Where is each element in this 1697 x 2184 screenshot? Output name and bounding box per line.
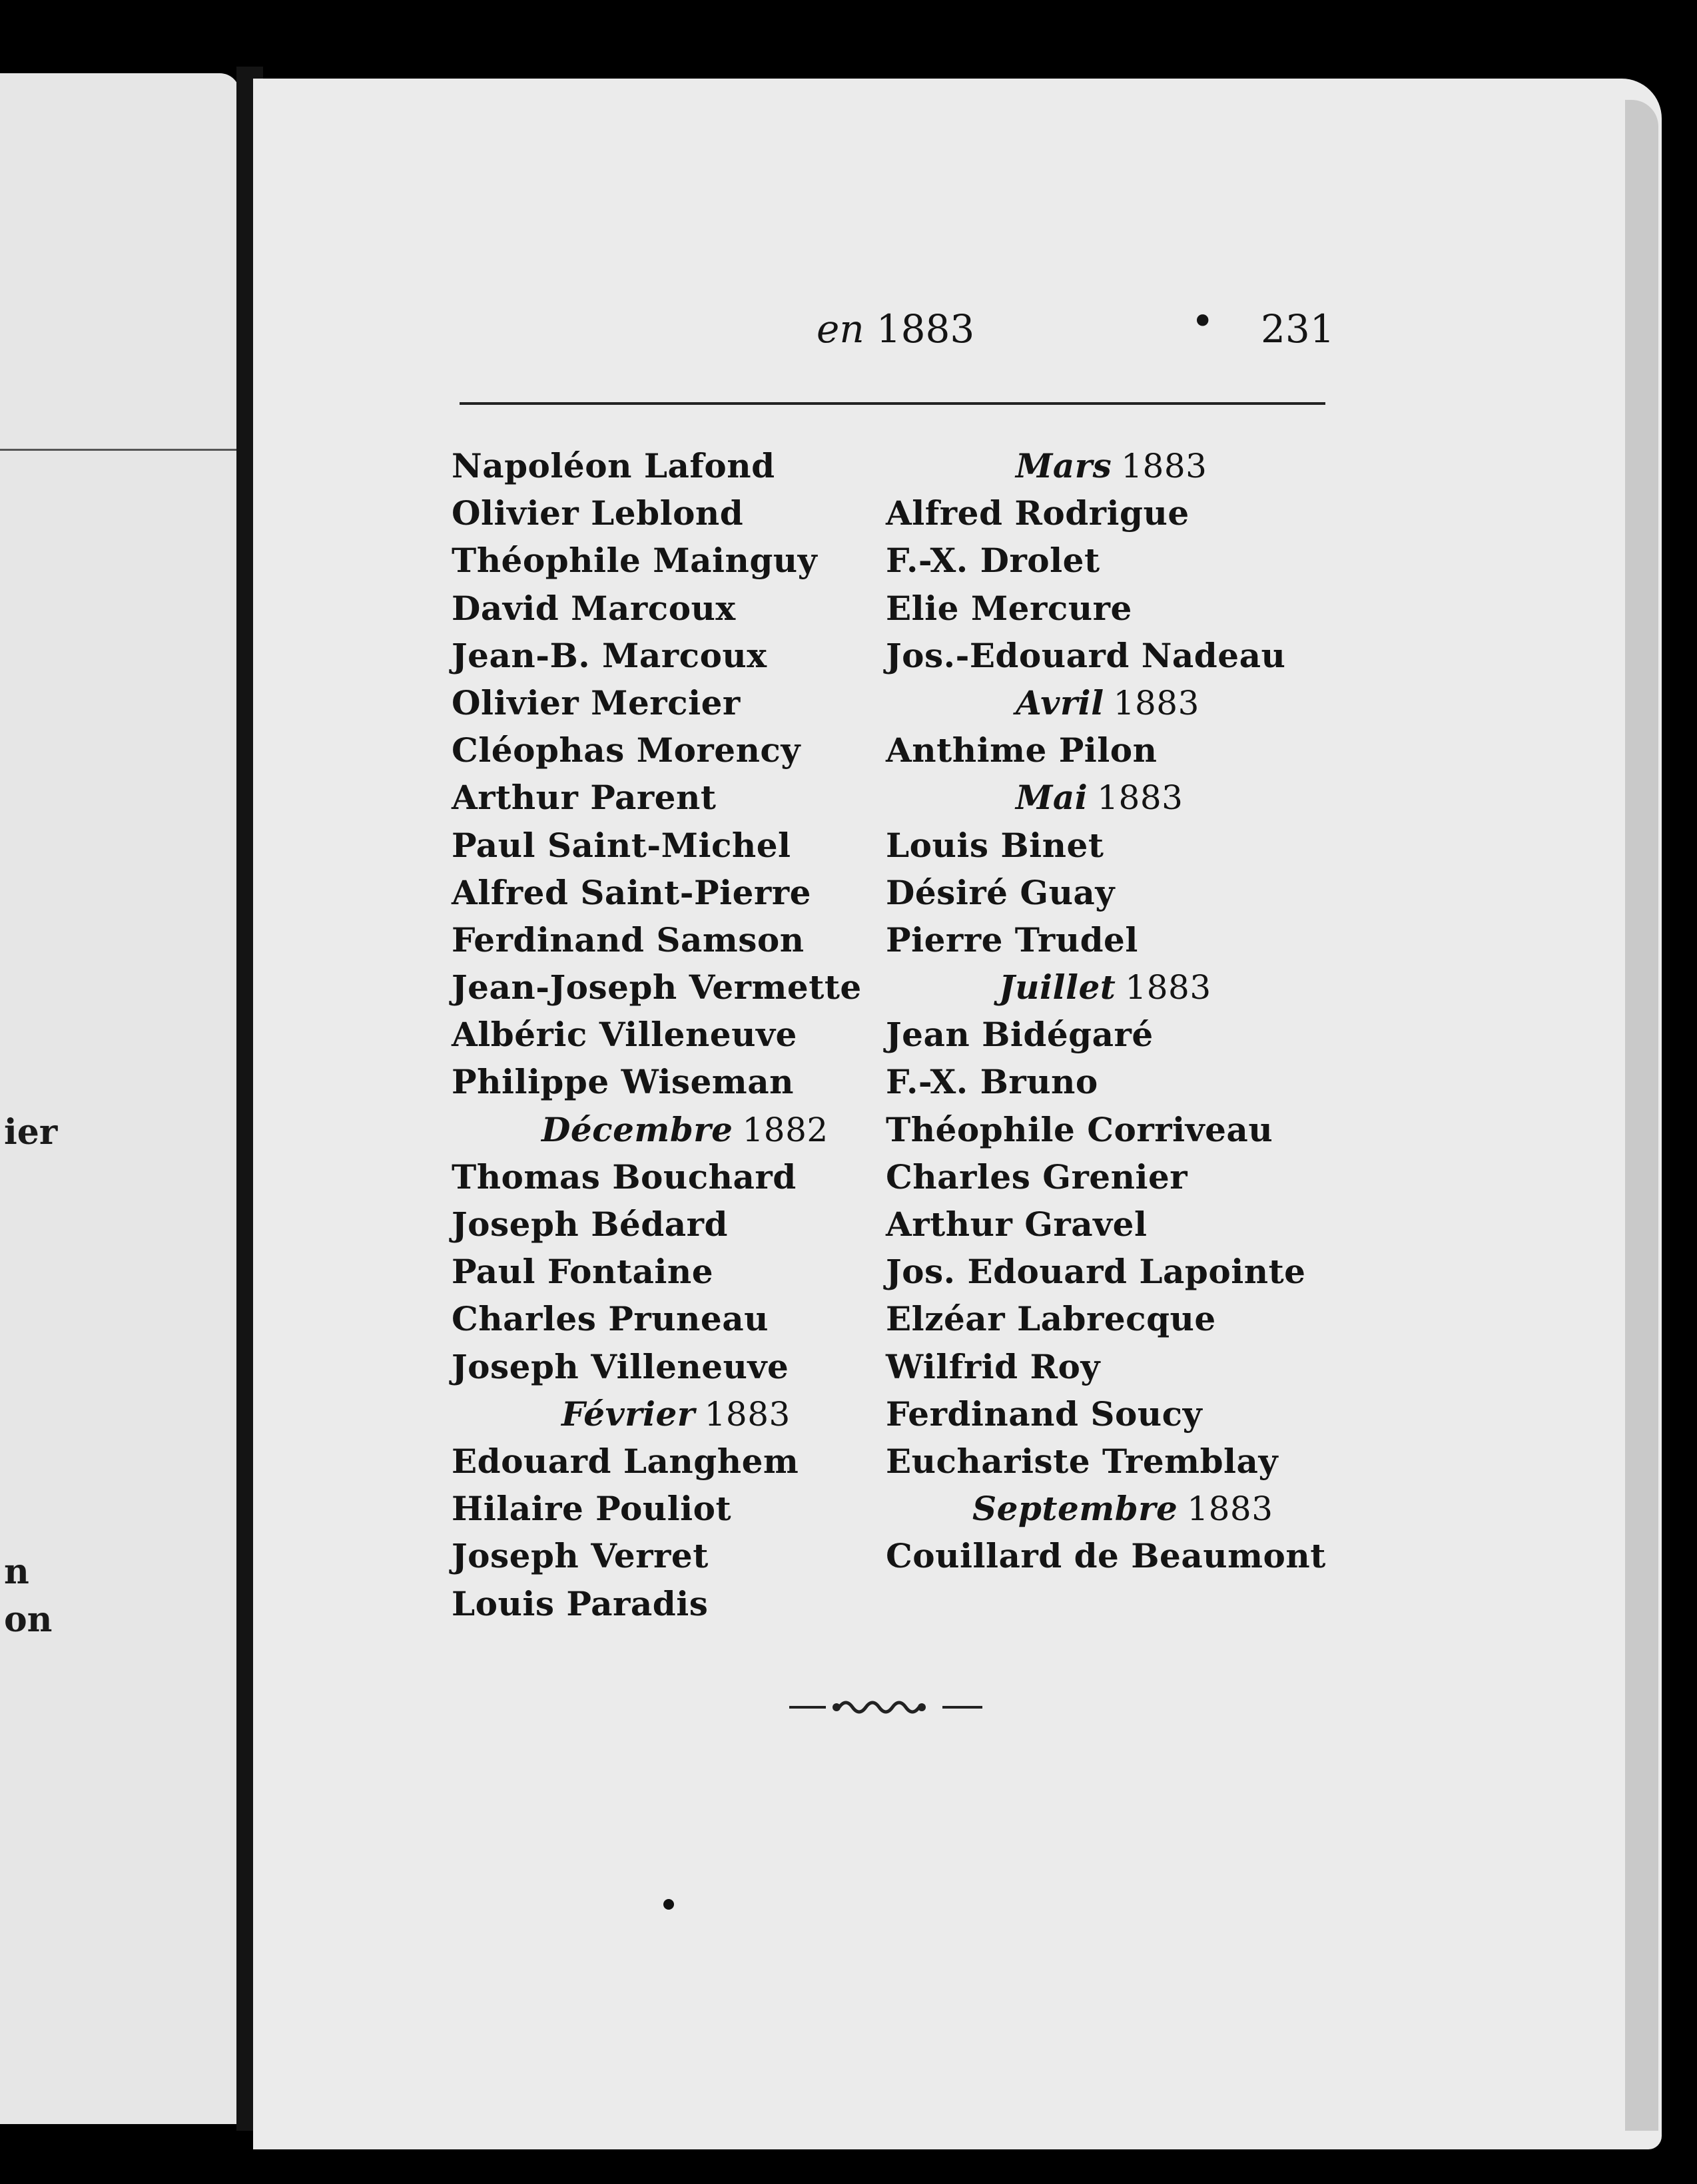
name-entry: Cléophas Morency (452, 730, 801, 770)
name-entry: Jos.-Edouard Nadeau (886, 635, 1286, 675)
name-entry: Jean-B. Marcoux (452, 635, 767, 675)
name-entry: F.-X. Bruno (886, 1062, 1098, 1102)
running-title (817, 306, 974, 352)
name-entry: Paul Fontaine (452, 1252, 714, 1292)
date-heading-year: 1882 (742, 1110, 829, 1149)
name-entry: Philippe Wiseman (452, 1062, 794, 1102)
name-entry: Jos. Edouard Lapointe (886, 1252, 1306, 1292)
date-heading-month: Juillet (999, 967, 1116, 1007)
date-heading-month: Mai (1016, 778, 1088, 818)
name-entry: Ferdinand Soucy (886, 1394, 1203, 1434)
date-heading (452, 1390, 878, 1438)
date-heading-month: Avril (1016, 682, 1104, 722)
date-heading-year: 1883 (704, 1394, 791, 1434)
name-entry: F.-X. Drolet (886, 541, 1100, 581)
left-page-text-fragment: ier (4, 1112, 58, 1153)
page-number: 231 (1261, 306, 1335, 352)
left-page-fragment (0, 73, 240, 2124)
date-heading (886, 442, 1339, 489)
name-entry: Albéric Villeneuve (452, 1015, 797, 1055)
header-rule (460, 402, 1325, 405)
name-entry: Joseph Villeneuve (452, 1346, 789, 1386)
date-heading-year: 1883 (1121, 447, 1207, 485)
date-heading (886, 1485, 1339, 1532)
date-heading (886, 963, 1339, 1011)
name-entry: Ferdinand Samson (452, 920, 805, 959)
name-entry: Napoléon Lafond (452, 446, 775, 485)
name-entry: Pierre Trudel (886, 920, 1138, 959)
name-entry: Couillard de Beaumont (886, 1536, 1326, 1576)
name-entry: Arthur Parent (452, 778, 717, 818)
name-entry: Arthur Gravel (886, 1205, 1148, 1244)
name-entry: Wilfrid Roy (886, 1346, 1100, 1386)
name-entry: Olivier Leblond (452, 493, 744, 533)
date-heading-month: Février (561, 1394, 695, 1434)
name-entry: Louis Binet (886, 825, 1104, 865)
name-entry: Anthime Pilon (886, 730, 1158, 770)
left-page-text-fragment: on (4, 1599, 53, 1640)
left-page-rule (0, 449, 240, 451)
name-entry: Jean-Joseph Vermette (452, 967, 862, 1007)
date-heading (886, 774, 1339, 821)
name-entry: Edouard Langhem (452, 1441, 799, 1481)
name-entry: Joseph Verret (452, 1536, 709, 1576)
page-edge (1625, 100, 1658, 2131)
running-title-year: 1883 (876, 306, 975, 352)
ornament-divider (786, 1686, 986, 1726)
date-heading (886, 679, 1339, 726)
name-entry: Alfred Rodrigue (886, 493, 1189, 533)
name-entry: Euchariste Tremblay (886, 1441, 1278, 1481)
date-heading-year: 1883 (1125, 968, 1211, 1007)
date-heading-year: 1883 (1113, 683, 1199, 722)
date-heading-year: 1883 (1187, 1490, 1273, 1529)
running-header (0, 298, 1697, 360)
names-column-right (886, 442, 1339, 1580)
name-entry: David Marcoux (452, 588, 736, 628)
name-entry: Désiré Guay (886, 872, 1115, 912)
date-heading-month: Décembre (541, 1109, 733, 1149)
date-heading (452, 1106, 878, 1153)
name-entry: Hilaire Pouliot (452, 1489, 732, 1529)
date-heading-month: Septembre (972, 1489, 1178, 1529)
name-entry: Olivier Mercier (452, 682, 741, 722)
name-entry: Théophile Corriveau (886, 1109, 1273, 1149)
name-entry: Elie Mercure (886, 588, 1132, 628)
left-page-text-fragment: n (4, 1551, 29, 1592)
header-dot: • (1191, 298, 1215, 345)
name-entry: Charles Pruneau (452, 1299, 769, 1339)
name-entry: Jean Bidégaré (886, 1015, 1154, 1055)
date-heading-month: Mars (1016, 446, 1112, 485)
name-entry: Louis Paradis (452, 1583, 709, 1623)
names-column-left (452, 442, 878, 1627)
name-entry: Théophile Mainguy (452, 541, 818, 581)
date-heading-year: 1883 (1097, 778, 1184, 818)
name-entry: Joseph Bédard (452, 1205, 728, 1244)
ink-speck (663, 1899, 674, 1910)
running-title-prefix: en (817, 306, 864, 352)
name-entry: Charles Grenier (886, 1157, 1188, 1197)
name-entry: Alfred Saint-Pierre (452, 872, 811, 912)
name-entry: Elzéar Labrecque (886, 1299, 1216, 1339)
name-entry: Thomas Bouchard (452, 1157, 797, 1197)
name-entry: Paul Saint-Michel (452, 825, 791, 865)
